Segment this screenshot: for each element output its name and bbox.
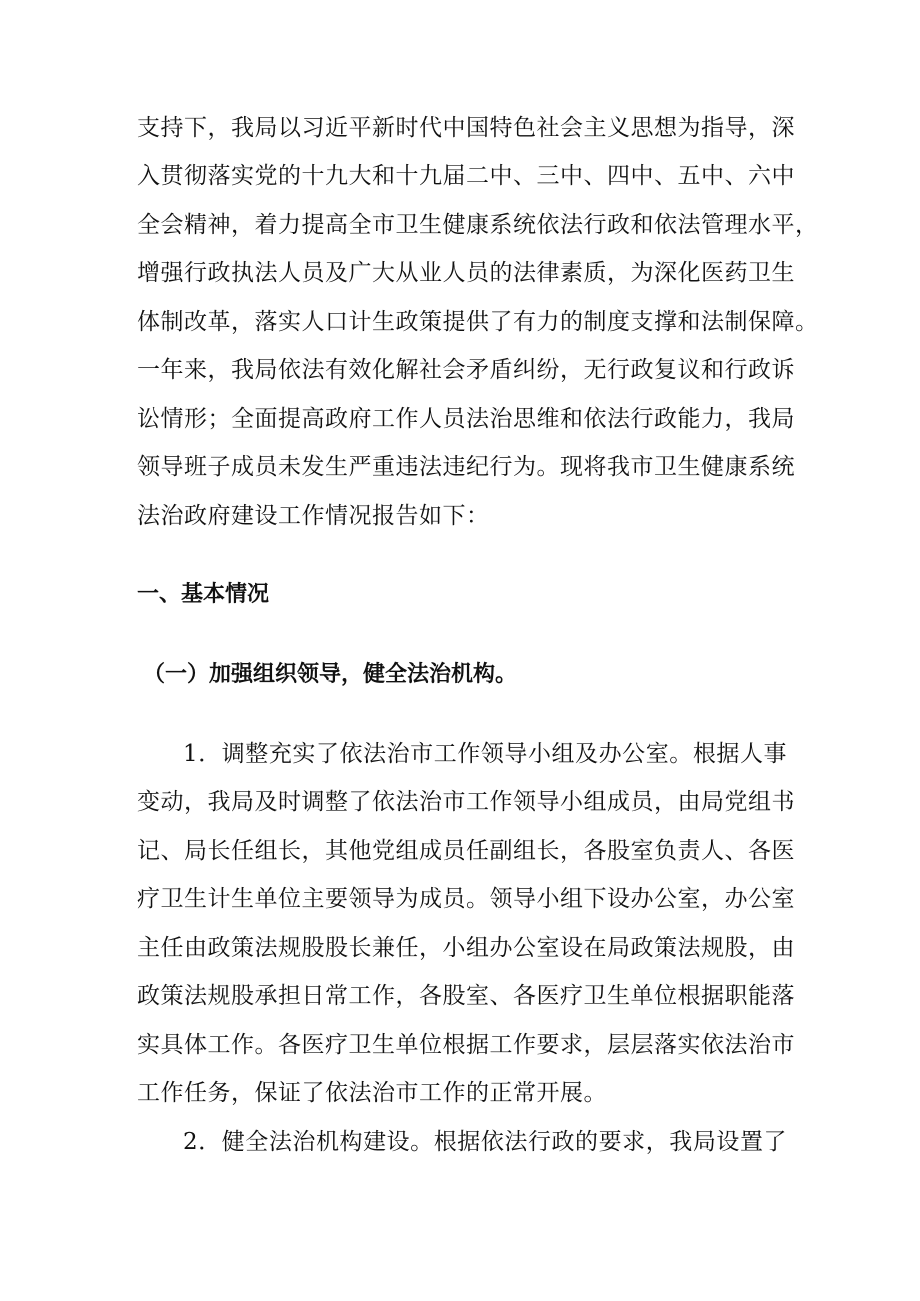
intro-line: 支持下，我局以习近平新时代中国特色社会主义思想为指导，深 — [137, 115, 795, 141]
paragraph-line: 工作任务，保证了依法治市工作的正常开展。 — [137, 1080, 607, 1106]
paragraph-line: 实具体工作。各医疗卫生单位根据工作要求，层层落实依法治市 — [137, 1032, 795, 1058]
paragraph-line: 主任由政策法规股股长兼任，小组办公室设在局政策法规股，由 — [137, 935, 795, 961]
intro-line: 增强行政执法人员及广大从业人员的法律素质，为深化医药卫生 — [137, 260, 795, 286]
intro-line: 法治政府建设工作情况报告如下： — [137, 503, 490, 529]
paragraph-line: 疗卫生计生单位主要领导为成员。领导小组下设办公室，办公室 — [137, 886, 795, 912]
intro-line: 讼情形；全面提高政府工作人员法治思维和依法行政能力，我局 — [137, 406, 795, 432]
paragraph-line: 变动，我局及时调整了依法治市工作领导小组成员，由局党组书 — [137, 789, 795, 815]
intro-line: 全会精神，着力提高全市卫生健康系统依法行政和依法管理水平， — [137, 212, 819, 238]
paragraph-line: 1．调整充实了依法治市工作领导小组及办公室。根据人事 — [183, 741, 787, 767]
section-heading: 一、基本情况 — [137, 581, 270, 607]
paragraph-line: 2．健全法治机构建设。根据依法行政的要求，我局设置了 — [183, 1129, 787, 1155]
paragraph-line: 政策法规股承担日常工作，各股室、各医疗卫生单位根据职能落 — [137, 983, 795, 1009]
intro-line: 领导班子成员未发生严重违法违纪行为。现将我市卫生健康系统 — [137, 454, 795, 480]
intro-line: 入贯彻落实党的十九大和十九届二中、三中、四中、五中、六中 — [137, 163, 795, 189]
subsection-heading: （一）加强组织领导，健全法治机构。 — [143, 661, 518, 687]
intro-line: 一年来，我局依法有效化解社会矛盾纠纷，无行政复议和行政诉 — [137, 357, 795, 383]
intro-line: 体制改革，落实人口计生政策提供了有力的制度支撑和法制保障。 — [137, 309, 819, 335]
paragraph-line: 记、局长任组长，其他党组成员任副组长，各股室负责人、各医 — [137, 838, 795, 864]
